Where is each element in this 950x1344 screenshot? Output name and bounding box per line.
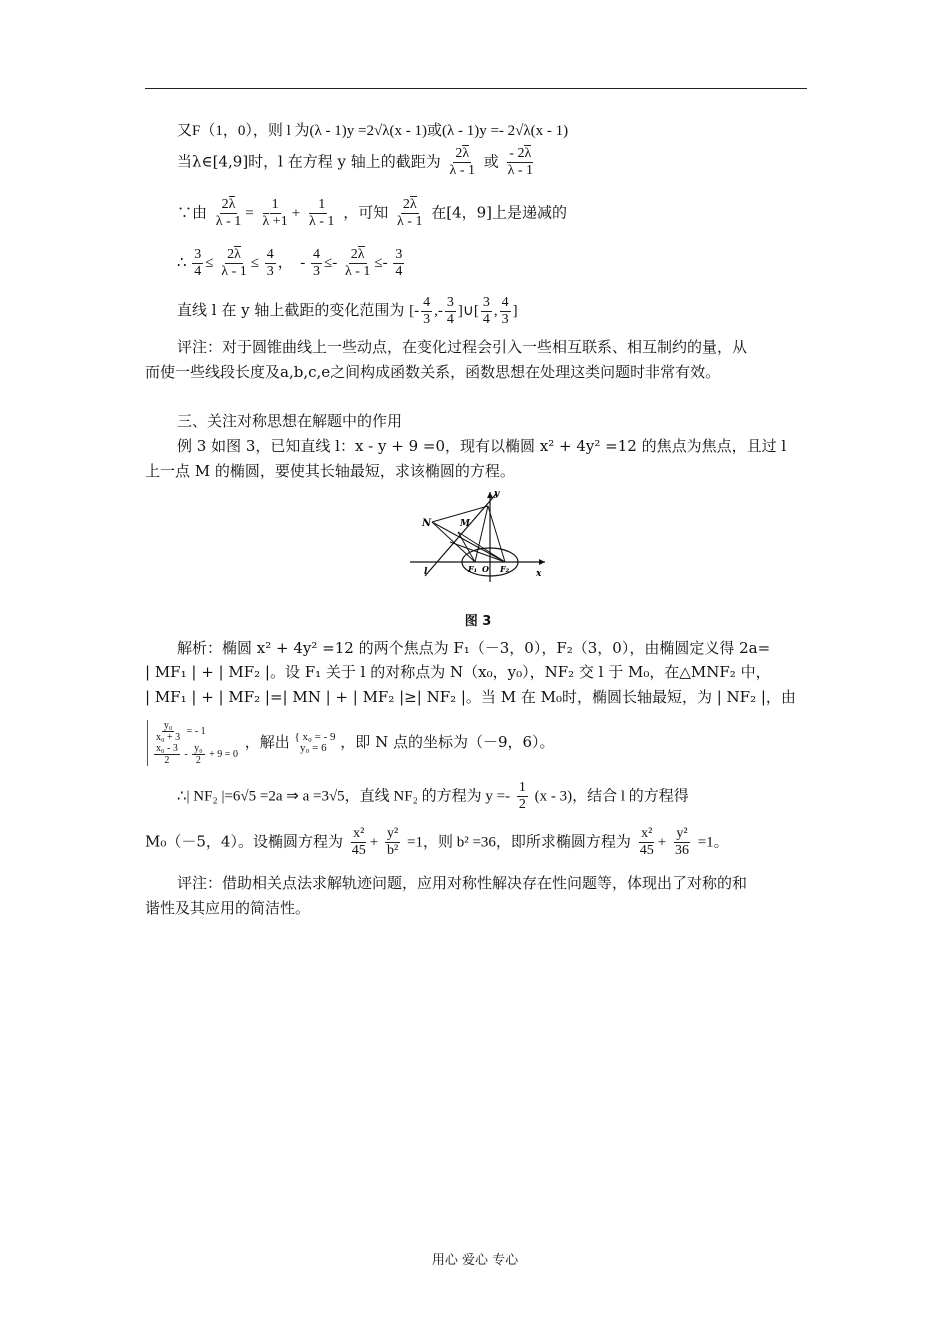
text-line: ∵由 $\frac{2\lambda}{\lambda - 1}$ = $\frac{1}{\lambda +1}$ + $\frac{1}{\lambda - 1}$ ，可知 $\frac{2\lambda}{\lambda - 1}$ 在[4，9]上是递减的	[177, 197, 568, 229]
text-run: ∴	[177, 254, 187, 271]
fraction: $\frac{- 2\lambda}{\lambda - 1}$	[507, 146, 534, 178]
label-F2: F₂	[500, 564, 510, 574]
text-line: 直线 l 在 y 轴上截距的变化范围为 [- $\frac{4}{3}$ ,- $\frac{3}{4}$ ]∪[ $\frac{3}{4}$ , $\frac{4}{3}$ ]	[177, 295, 518, 327]
fraction: $\frac{3}{4}$	[446, 295, 454, 327]
y-arrow	[487, 492, 493, 498]
text-run: 直线 l 在 y 轴上截距的变化范围为	[177, 300, 405, 319]
fraction: $\frac{2\lambda}{\lambda - 1}$	[397, 197, 423, 229]
text-line: M₀（－5，4）。设椭圆方程为 $\frac{\text{x²}}{45}$ + $\frac{\text{y²}}{\text{b²}}$ =1，则 b² =36，即所求椭圆方程为 $\frac{\text{x²}}{45}$ + $\frac{\text{y²}}{36}$ =1。	[145, 826, 729, 858]
segment	[458, 532, 475, 562]
fraction: $\frac{3}{4}$	[395, 247, 403, 279]
text-run: ，解出	[244, 733, 290, 751]
text-line: 上一点 M 的椭圆，要使其长轴最短，求该椭圆的方程。	[145, 462, 515, 480]
text-line: 评注：借助相关点法求解轨迹问题，应用对称性解决存在性问题等，体现出了对称的和	[177, 874, 748, 892]
fraction: $\frac{\text{x²}}{45}$	[351, 826, 366, 858]
x-arrow	[539, 559, 545, 565]
text-run: 在[4，9]上是递减的	[431, 203, 568, 222]
fraction: $\frac{\text{y²}}{36}$	[674, 826, 689, 858]
fraction: $\frac{4}{3}$	[312, 247, 320, 279]
text-line: 解析：椭圆 x² + 4y² =12 的两个焦点为 F₁（－3，0），F₂（3，0），由椭圆定义得 2a=	[177, 639, 771, 657]
fraction: $\frac{3}{4}$	[482, 295, 490, 327]
text-run: ∵由	[177, 203, 208, 222]
geometry-figure	[410, 484, 550, 584]
fraction: $\frac{1}{\lambda +1}$	[262, 197, 288, 229]
label-x: x	[536, 569, 542, 579]
fraction: $\frac{\text{y²}}{\text{b²}}$	[387, 826, 399, 858]
fraction: $\frac{1}{\lambda - 1}$	[308, 197, 335, 229]
fraction: $\frac{2\lambda}{\lambda - 1}$	[344, 247, 371, 279]
header-rule	[145, 88, 807, 89]
text-line: 例 3 如图 3，已知直线 l：x - y + 9 =0，现有以椭圆 x² + 4y² =12 的焦点为焦点，且过 l	[177, 437, 787, 455]
label-O: O	[482, 564, 489, 574]
text-run: =1，则 b² =36，即所求椭圆方程为	[406, 834, 631, 851]
text-line: 而使一些线段长度及a,b,c,e之间构成函数关系，函数思想在处理这类问题时非常有效。	[145, 363, 721, 381]
text-run: 当λ∈[4,9]时，l 在方程 y 轴上的截距为	[177, 152, 441, 171]
solution-system: { x₀ = - 9 y₀ = 6	[294, 731, 336, 754]
text-line: 又F（1，0），则 l 为(λ - 1)y =2√λ(x - 1)或(λ - 1)y =- 2√λ(x - 1)	[177, 123, 569, 139]
fraction: $\frac{4}{3}$	[423, 295, 431, 327]
text-run: ∴| NF₂ |=6√5 =2a ⇒ a =3√5，直线 NF₂ 的方程为 y =-	[177, 788, 511, 805]
fraction: $\frac{3}{4}$	[194, 247, 202, 279]
label-y: y	[494, 489, 500, 499]
equation-system: $\frac{\text{y₀}}{\text{x₀ + 3}}$ = - 1 $\frac{\text{x₀ - 3}}{2}$ - $\frac{\text{y₀}}{2}$ + 9 = 0	[147, 720, 238, 766]
fraction: $\frac{1}{2}$	[518, 780, 526, 812]
fraction: $\frac{4}{3}$	[266, 247, 274, 279]
text-run: ，可知	[343, 203, 389, 222]
label-F1: F₁	[468, 564, 478, 574]
text-line: 评注：对于圆锥曲线上一些动点，在变化过程会引入一些相互联系、相互制约的量，从	[177, 338, 748, 356]
label-M: M	[460, 519, 470, 529]
fraction: $\frac{2\lambda}{\lambda - 1}$	[215, 197, 242, 229]
text-line: | MF₁ | + | MF₂ |。设 F₁ 关于 l 的对称点为 N（x₀，y₀），NF₂ 交 l 于 M₀，在△MNF₂ 中，	[145, 663, 771, 681]
fraction: $\frac{\text{x²}}{45}$	[639, 826, 654, 858]
text-line: ∴ $\frac{3}{4}$ ≤ $\frac{2\lambda}{\lambda - 1}$ ≤ $\frac{4}{3}$ ， - $\frac{4}{3}$ ≤- $\frac{2\lambda}{\lambda - 1}$ ≤- $\frac{3}{4}$	[177, 247, 403, 279]
section-heading: 三、关注对称思想在解题中的作用	[177, 412, 403, 430]
page-footer: 用心 爱心 专心	[431, 1253, 519, 1268]
label-l: l	[424, 567, 428, 577]
text-run: ，即 N 点的坐标为（－9，6）。	[340, 733, 555, 751]
fraction: $\frac{4}{3}$	[501, 295, 509, 327]
text-run: (x - 3)，结合 l 的方程得	[534, 788, 689, 805]
text-line	[145, 780, 807, 813]
text-line	[145, 146, 807, 179]
text-run: M₀（－5，4）。设椭圆方程为	[145, 832, 343, 851]
fraction: $\frac{2\lambda}{\lambda - 1}$	[449, 146, 475, 178]
text-run: 或	[483, 152, 499, 171]
text-line: | MF₁ | + | MF₂ |=| MN | + | MF₂ |≥| NF₂ |。当 M 在 M₀时，椭圆长轴最短，为 | NF₂ |，由	[145, 688, 796, 706]
text-run: =1。	[697, 834, 729, 851]
figure-caption: 图 3	[464, 614, 492, 629]
label-N: N	[422, 518, 432, 529]
text-line: 谐性及其应用的简洁性。	[145, 899, 311, 917]
fraction: $\frac{2\lambda}{\lambda - 1}$	[221, 247, 247, 279]
text-line	[145, 712, 807, 772]
